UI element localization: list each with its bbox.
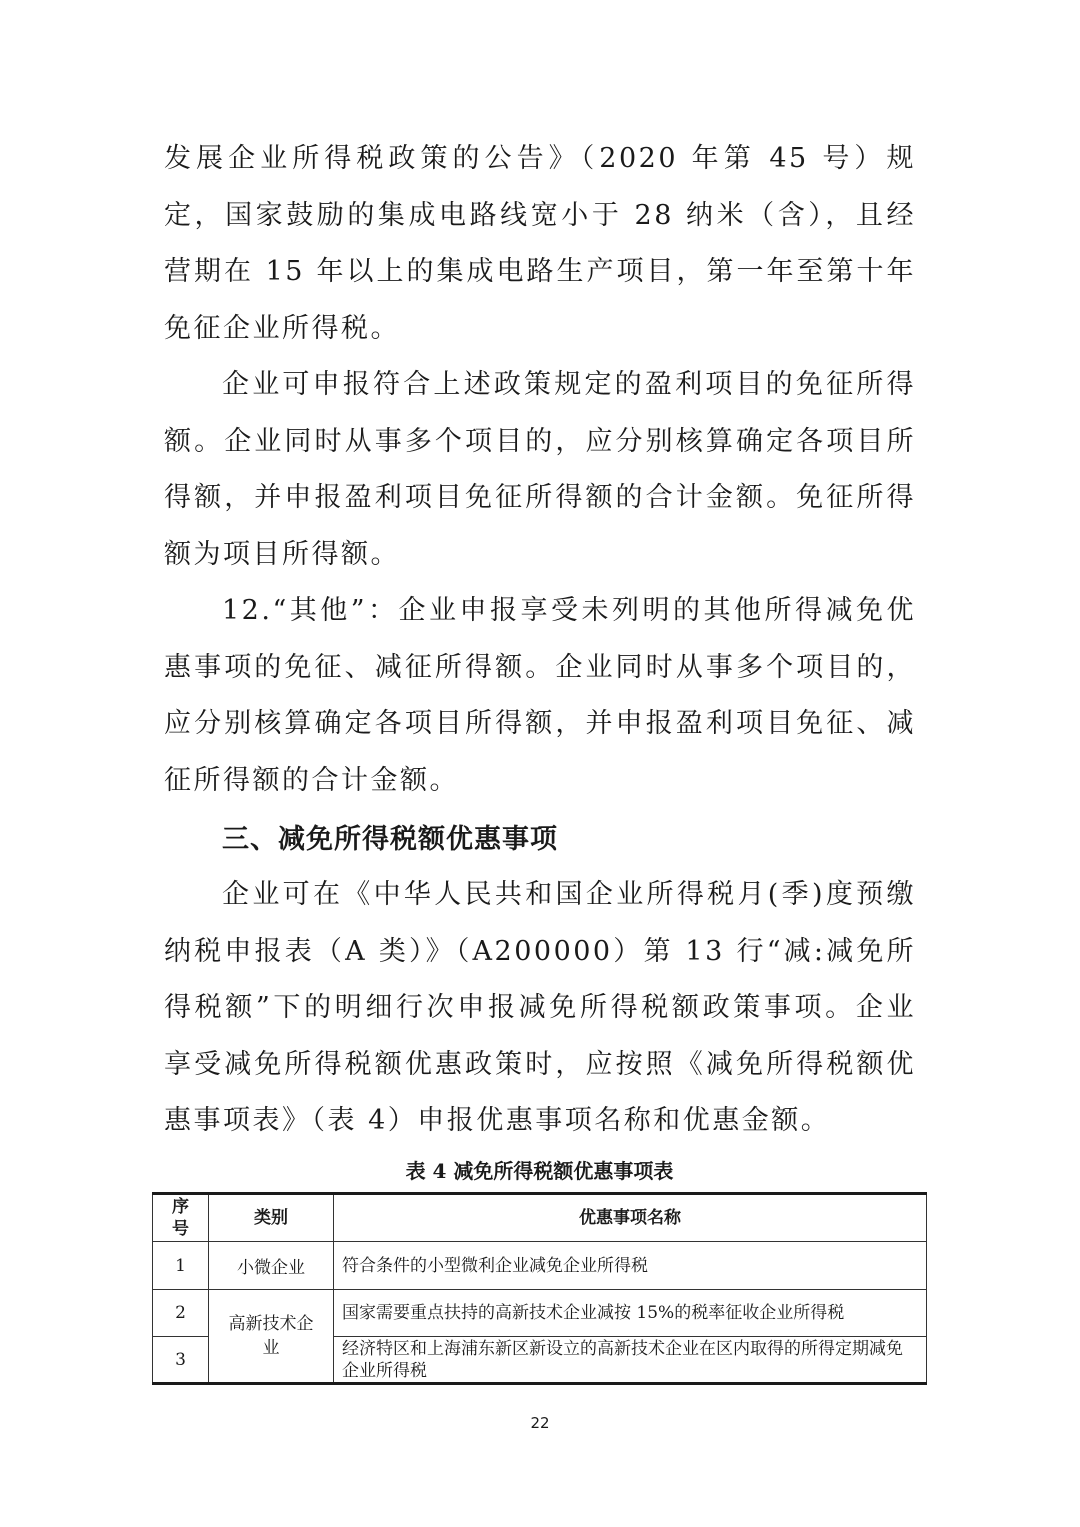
table-row: [153, 1290, 927, 1337]
table-row: [153, 1242, 927, 1290]
header-seq: 序号: [153, 1194, 209, 1242]
paragraph-policy-continuation: 发展企业所得税政策的公告》（2020 年第 45 号）规定，国家鼓励的集成电路线宽小于 28 纳米（含），且经营期在 15 年以上的集成电路生产项目，第一年至第十年免征企业所得税。: [164, 143, 916, 344]
table-header-row: [153, 1194, 927, 1242]
table-caption: 表 4 减免所得税额优惠事项表: [405, 1159, 674, 1183]
row-seq: 3: [153, 1337, 209, 1384]
paragraph-other-items: 12.“其他”：企业申报享受未列明的其他所得减免优惠事项的免征、减征所得额。企业同时从事多个项目的，应分别核算确定各项目所得额，并申报盈利项目免征、减征所得额的合计金额。: [164, 595, 916, 796]
row-category-merged: 高新技术企业: [209, 1290, 334, 1384]
header-category: 类别: [209, 1194, 334, 1242]
row-seq: 2: [153, 1290, 209, 1337]
row-seq: 1: [153, 1242, 209, 1290]
row-name: 经济特区和上海浦东新区新设立的高新技术企业在区内取得的所得定期减免企业所得税: [334, 1337, 927, 1384]
page-number: 22: [530, 1414, 550, 1432]
section-heading: 三、减免所得税额优惠事项: [222, 824, 558, 855]
tax-reduction-table: [152, 1192, 927, 1385]
row-name: 国家需要重点扶持的高新技术企业减按 15%的税率征收企业所得税: [334, 1290, 927, 1337]
header-name: 优惠事项名称: [334, 1194, 927, 1242]
row-category: 小微企业: [209, 1242, 334, 1290]
paragraph-tax-reduction: 企业可在《中华人民共和国企业所得税月(季)度预缴纳税申报表（A 类）》（A200000）第 13 行“减:减免所得税额”下的明细行次申报减免所得税额政策事项。企业享受减免所得税额优惠政策时，应按照《减免所得税额优惠事项表》（表 4）申报优惠事项名称和优惠金额。: [164, 879, 916, 1136]
row-name: 符合条件的小型微利企业减免企业所得税: [334, 1242, 927, 1290]
paragraph-exempt-income: 企业可申报符合上述政策规定的盈利项目的免征所得额。企业同时从事多个项目的，应分别核算确定各项目所得额，并申报盈利项目免征所得额的合计金额。免征所得额为项目所得额。: [164, 369, 916, 570]
